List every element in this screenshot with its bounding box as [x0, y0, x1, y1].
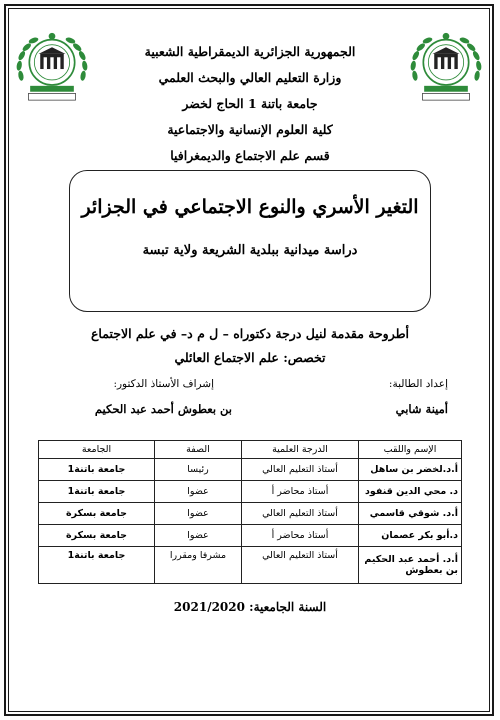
supervisor-label: إشراف الأستاذ الدكتور: [113, 378, 214, 390]
jury-header-row [39, 441, 462, 459]
member-university: جامعة بسكرة [39, 503, 155, 525]
member-rank: أستاذ التعليم العالي [242, 547, 359, 584]
student-label: إعداد الطالبة: [388, 378, 448, 390]
member-role: رئيسا [155, 459, 242, 481]
table-row [39, 547, 462, 584]
university-logo-left [10, 22, 94, 106]
member-name: أ.د. شوقي قاسمي [359, 503, 462, 525]
member-name: د. محي الدين قنفود [359, 481, 462, 503]
thesis-subtitle: دراسة ميدانية ببلدية الشريعة ولاية تبسة [142, 243, 358, 258]
table-row [39, 481, 462, 503]
table-row [39, 503, 462, 525]
member-role: عضوا [155, 481, 242, 503]
table-row [39, 459, 462, 481]
member-rank: أستاذ محاضر أ [242, 481, 359, 503]
academic-year: السنة الجامعية: 2021/2020 [173, 600, 327, 614]
member-rank: أستاذ محاضر أ [242, 525, 359, 547]
member-role: عضوا [155, 503, 242, 525]
member-university: جامعة باتنة1 [39, 459, 155, 481]
table-row [39, 525, 462, 547]
header-role: الصفة [155, 441, 242, 459]
header-republic: الجمهورية الجزائرية الديمقراطية الشعبية [144, 44, 356, 59]
member-role: مشرفا ومقررا [155, 547, 242, 584]
member-university: جامعة بسكرة [39, 525, 155, 547]
header-name: الإسم واللقب [359, 441, 462, 459]
member-name: أ.د. أحمد عبد الحكيم بن بعطوش [359, 547, 462, 584]
title-box [69, 170, 431, 312]
member-role: عضوا [155, 525, 242, 547]
member-rank: أستاذ التعليم العالي [242, 503, 359, 525]
header-university: الجامعة [39, 441, 155, 459]
jury-table [38, 440, 462, 584]
member-rank: أستاذ التعليم العالي [242, 459, 359, 481]
member-university: جامعة باتنة1 [39, 547, 155, 584]
member-name: د.أبو بكر عصمان [359, 525, 462, 547]
header-ministry: وزارة التعليم العالي والبحث العلمي [158, 70, 342, 85]
supervisor-name: بن بعطوش أحمد عبد الحكيم [94, 402, 232, 416]
university-logo-right [404, 22, 488, 106]
header-department: قسم علم الاجتماع والديمغرافيا [170, 148, 330, 163]
thesis-title: التغير الأسري والنوع الاجتماعي في الجزائر [81, 196, 419, 218]
header-rank: الدرجة العلمية [242, 441, 359, 459]
header-university: جامعة باتنة 1 الحاج لخضر [182, 96, 318, 111]
student-name: أمينة شابي [395, 402, 448, 416]
member-name: أ.د.لخضر بن ساهل [359, 459, 462, 481]
header-faculty: كلية العلوم الإنسانية والاجتماعية [167, 122, 333, 137]
member-university: جامعة باتنة1 [39, 481, 155, 503]
thesis-specialty: تخصص: علم الاجتماع العائلي [174, 350, 326, 365]
thesis-degree: أطروحة مقدمة لنيل درجة دكتوراه – ل م د– في علم الاجتماع [90, 326, 410, 341]
